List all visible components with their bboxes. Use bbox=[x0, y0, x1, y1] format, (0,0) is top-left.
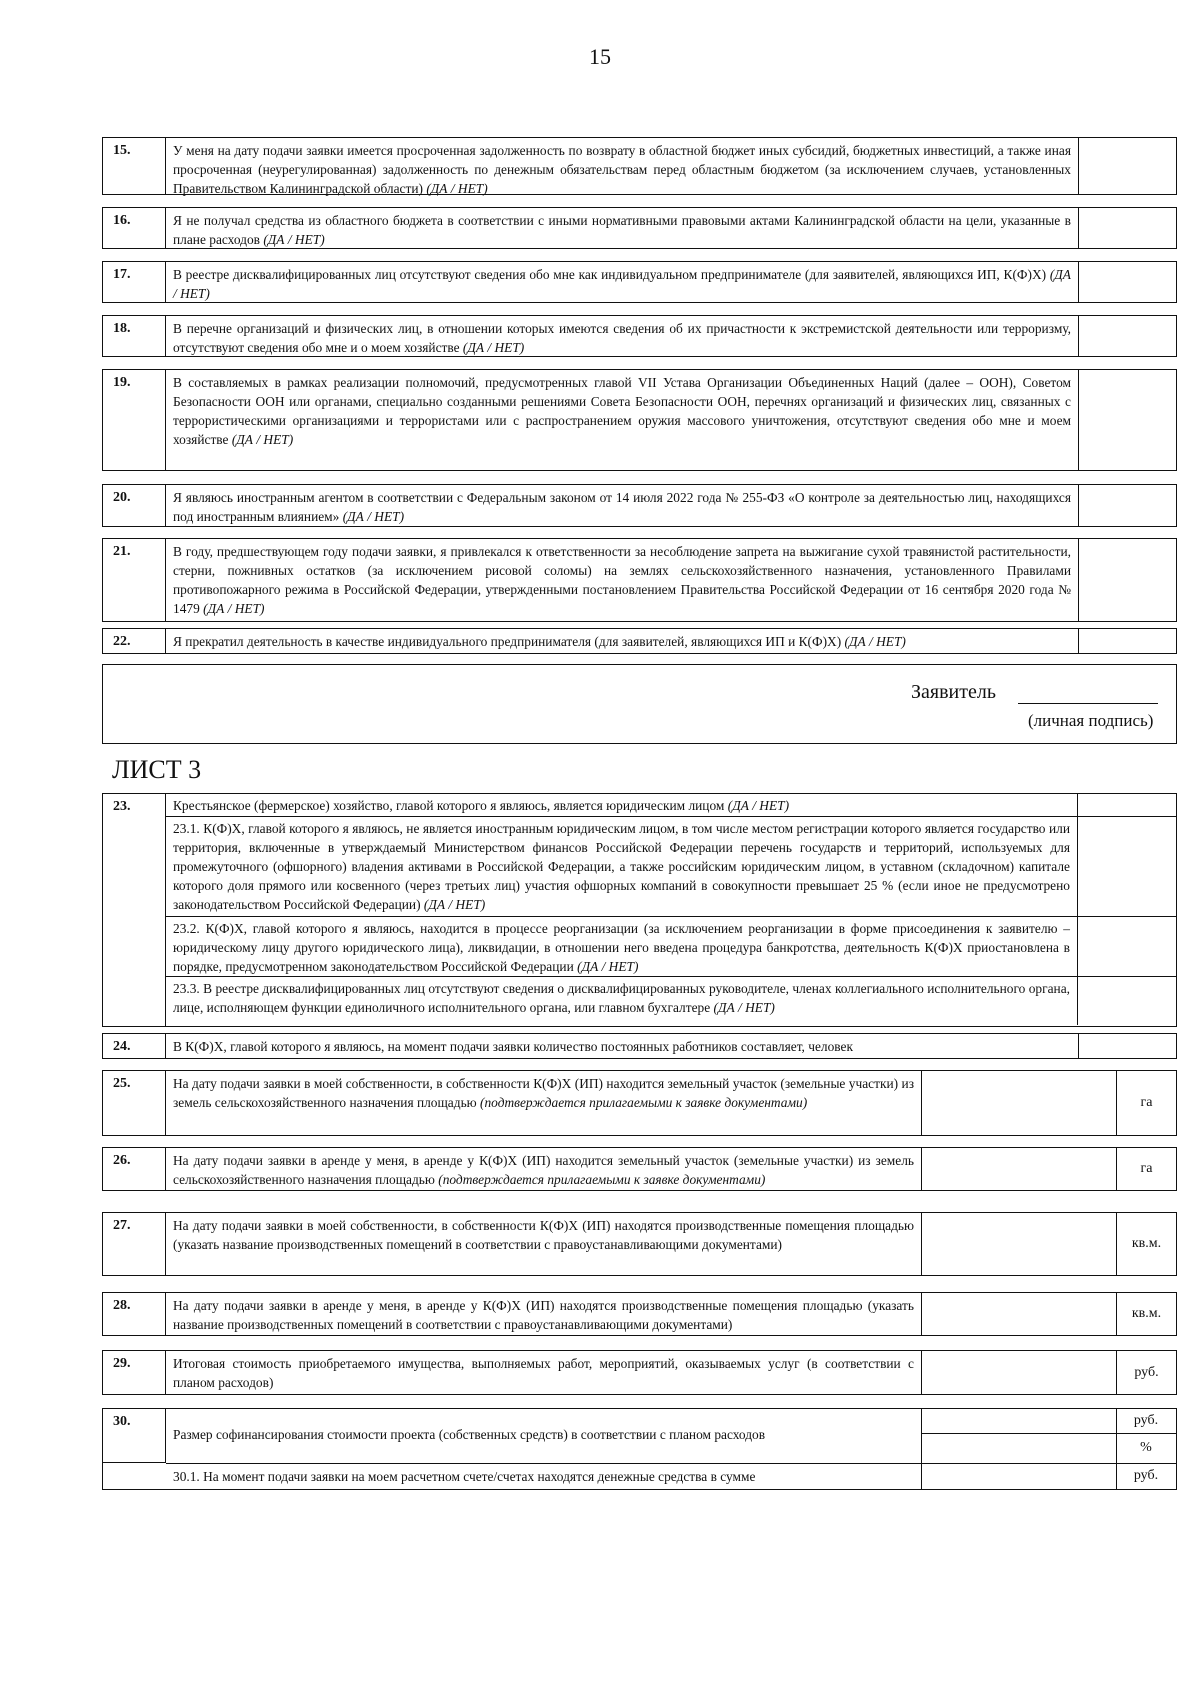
item-23-2-row bbox=[166, 917, 1176, 977]
item-number: 19. bbox=[103, 370, 166, 470]
unit-cell: руб. bbox=[1116, 1351, 1176, 1394]
value-cell[interactable] bbox=[921, 1409, 1117, 1489]
signature-label: Заявитель bbox=[911, 681, 996, 703]
item-number: 24. bbox=[103, 1034, 166, 1058]
value-cell[interactable] bbox=[921, 1351, 1116, 1394]
item-23-3-row bbox=[166, 977, 1176, 1025]
item-text: На дату подачи заявки в аренде у меня, в аренде у К(Ф)Х (ИП) находится земельный участок (земельные участки) из земель сельскохозяйственного назначения площадью (подтверждается прилагаемыми к заявке документами) bbox=[173, 1153, 914, 1187]
item-number: 15. bbox=[103, 138, 166, 194]
item-text: На дату подачи заявки в аренде у меня, в аренде у К(Ф)Х (ИП) находятся производственные помещения площадью (указать название производственных помещений в соответствии с правоустанавливающими документами) bbox=[173, 1298, 914, 1332]
item-26 bbox=[102, 1147, 1177, 1191]
signature-caption: (личная подпись) bbox=[1028, 711, 1154, 730]
value-cell[interactable] bbox=[921, 1213, 1116, 1275]
answer-cell[interactable] bbox=[1078, 316, 1176, 356]
item-text: 23.2. К(Ф)Х, главой которого я являюсь, находится в процессе реорганизации (за исключением реорганизации в форме присоединения к заявителю – юридическому лицу другого юридического лица), ликвидации, в отношении него введена процедура банкротства, деятельность К(Ф)Х приостановлена в порядке, предусмотренном законодательством Российской Федерации (ДА / НЕТ) bbox=[173, 921, 1070, 974]
answer-cell[interactable] bbox=[1078, 262, 1176, 302]
item-19 bbox=[102, 369, 1177, 471]
item-23-1-row bbox=[166, 817, 1176, 917]
item-number: 26. bbox=[103, 1148, 166, 1190]
item-25 bbox=[102, 1070, 1177, 1136]
item-number: 20. bbox=[103, 485, 166, 526]
sheet-title: ЛИСТ 3 bbox=[112, 755, 202, 784]
row-divider bbox=[166, 1463, 921, 1464]
item-text: В К(Ф)Х, главой которого я являюсь, на момент подачи заявки количество постоянных работников составляет, человек bbox=[173, 1039, 853, 1054]
item-number: 28. bbox=[103, 1293, 166, 1335]
item-text: В году, предшествующем году подачи заявки, я привлекался к ответственности за несоблюдение запрета на выжигание сухой травянистой растительности, стерни, пожнивных остатков (за исключением рисовой соломы) на землях сельскохозяйственного назначения, установленного Правилами противопожарного режима в Российской Федерации, утвержденными постановлением Правительства Российской Федерации от 16 сентября 2020 года № 1479 (ДА / НЕТ) bbox=[173, 544, 1071, 616]
answer-cell[interactable] bbox=[1078, 629, 1176, 653]
answer-cell[interactable] bbox=[1078, 138, 1176, 194]
item-number: 27. bbox=[103, 1213, 166, 1275]
signature-block bbox=[102, 664, 1177, 744]
item-text: У меня на дату подачи заявки имеется просроченная задолженность по возврату в областной бюджет иных субсидий, бюджетных инвестиций, а также иная просроченная (неурегулированная) задолженность по денежным обязательствам перед областным бюджетом (за исключением случаев, установленных Правительством Калининградской области) (ДА / НЕТ) bbox=[173, 143, 1071, 196]
item-24 bbox=[102, 1033, 1177, 1059]
row-divider bbox=[921, 1463, 1176, 1464]
signature-line[interactable] bbox=[1018, 703, 1158, 704]
unit-cell: % bbox=[1140, 1440, 1152, 1455]
answer-cell[interactable] bbox=[1078, 485, 1176, 526]
item-text: В составляемых в рамках реализации полномочий, предусмотренных главой VII Устава Организации Объединенных Наций (далее – ООН), Советом Безопасности ООН или органами, специально созданными решениями Совета Безопасности ООН, перечнях организаций и физических лиц, связанных с террористическими организациями и террористами или с распространением оружия массового уничтожения, отсутствуют сведения обо мне и моем хозяйстве (ДА / НЕТ) bbox=[173, 375, 1071, 447]
unit-cell: га bbox=[1116, 1071, 1176, 1135]
answer-cell[interactable] bbox=[1077, 977, 1176, 1025]
item-number: 30. bbox=[103, 1409, 166, 1463]
item-30 bbox=[102, 1408, 1177, 1490]
item-21 bbox=[102, 538, 1177, 622]
answer-cell[interactable] bbox=[1078, 1034, 1176, 1058]
value-cell[interactable] bbox=[921, 1293, 1116, 1335]
item-text: Я прекратил деятельность в качестве индивидуального предпринимателя (для заявителей, являющихся ИП и К(Ф)Х) (ДА / НЕТ) bbox=[173, 634, 906, 649]
value-cell[interactable] bbox=[921, 1148, 1116, 1190]
item-number: 29. bbox=[103, 1351, 166, 1394]
value-cell[interactable] bbox=[921, 1071, 1116, 1135]
item-28 bbox=[102, 1292, 1177, 1336]
item-number: 16. bbox=[103, 208, 166, 248]
answer-cell[interactable] bbox=[1078, 370, 1176, 470]
unit-cell: руб. bbox=[1133, 1413, 1159, 1428]
item-27 bbox=[102, 1212, 1177, 1276]
item-23 bbox=[102, 793, 1177, 1027]
unit-cell: кв.м. bbox=[1116, 1213, 1176, 1275]
item-text: 23.1. К(Ф)Х, главой которого я являюсь, не является иностранным юридическим лицом, в том числе местом регистрации которого является государство или территория, включенные в утверждаемый Министерством финансов Российской Федерации перечень государств и территорий, используемых для промежуточного (офшорного) владения активами в Российской Федерации, а также российским юридическим лицом, в уставном (складочном) капитале которого доля прямого или косвенного (через третьих лиц) участия офшорных компаний в совокупности превышает 25 % (если иное не предусмотрено законодательством Российской Федерации) (ДА / НЕТ) bbox=[173, 821, 1070, 912]
sub-item-text: 30.1. На момент подачи заявки на моем расчетном счете/счетах находятся денежные средства в сумме bbox=[173, 1469, 756, 1484]
unit-cell: руб. bbox=[1133, 1468, 1159, 1483]
item-text: В реестре дисквалифицированных лиц отсутствуют сведения обо мне как индивидуальном предпринимателе (для заявителей, являющихся ИП, К(Ф)Х) (ДА / НЕТ) bbox=[173, 267, 1071, 301]
item-15 bbox=[102, 137, 1177, 195]
item-number: 17. bbox=[103, 262, 166, 302]
item-20 bbox=[102, 484, 1177, 527]
answer-cell[interactable] bbox=[1077, 794, 1176, 816]
item-number: 25. bbox=[103, 1071, 166, 1135]
item-text: На дату подачи заявки в моей собственности, в собственности К(Ф)Х (ИП) находится земельный участок (земельные участки) из земель сельскохозяйственного назначения площадью (подтверждается прилагаемыми к заявке документами) bbox=[173, 1076, 914, 1110]
item-text: В перечне организаций и физических лиц, в отношении которых имеются сведения об их причастности к экстремистской деятельности или терроризму, отсутствуют сведения обо мне и о моем хозяйстве (ДА / НЕТ) bbox=[173, 321, 1071, 355]
unit-cell: га bbox=[1116, 1148, 1176, 1190]
item-17 bbox=[102, 261, 1177, 303]
item-text: 23.3. В реестре дисквалифицированных лиц отсутствуют сведения о дисквалифицированных руководителе, членах коллегиального исполнительного органа, лице, исполняющем функции единоличного исполнительного органа, или главном бухгалтере (ДА / НЕТ) bbox=[173, 981, 1070, 1015]
item-29 bbox=[102, 1350, 1177, 1395]
item-text: Итоговая стоимость приобретаемого имущества, выполняемых работ, мероприятий, оказываемых услуг (в соответствии с планом расходов) bbox=[173, 1356, 914, 1390]
item-22 bbox=[102, 628, 1177, 654]
item-text: Я не получал средства из областного бюджета в соответствии с иными нормативными правовыми актами Калининградской области на цели, указанные в плане расходов (ДА / НЕТ) bbox=[173, 213, 1071, 247]
item-text: Я являюсь иностранным агентом в соответствии с Федеральным законом от 14 июля 2022 года № 255-ФЗ «О контроле за деятельностью лиц, находящихся под иностранным влиянием» (ДА / НЕТ) bbox=[173, 490, 1071, 524]
answer-cell[interactable] bbox=[1078, 208, 1176, 248]
item-number: 22. bbox=[103, 629, 166, 653]
item-text: Размер софинансирования стоимости проекта (собственных средств) в соответствии с планом расходов bbox=[173, 1427, 766, 1442]
item-16 bbox=[102, 207, 1177, 249]
answer-cell[interactable] bbox=[1077, 817, 1176, 916]
answer-cell[interactable] bbox=[1077, 917, 1176, 976]
item-text: На дату подачи заявки в моей собственности, в собственности К(Ф)Х (ИП) находятся производственные помещения площадью (указать название производственных помещений в соответствии с правоустанавливающими документами) bbox=[173, 1218, 914, 1252]
item-23-row bbox=[166, 794, 1176, 817]
item-number: 21. bbox=[103, 539, 166, 621]
item-text: Крестьянское (фермерское) хозяйство, главой которого я являюсь, является юридическим лицом (ДА / НЕТ) bbox=[173, 798, 790, 813]
unit-cell: кв.м. bbox=[1116, 1293, 1176, 1335]
item-number: 18. bbox=[103, 316, 166, 356]
answer-cell[interactable] bbox=[1078, 539, 1176, 621]
item-number: 23. bbox=[103, 794, 166, 1026]
page-number: 15 bbox=[589, 44, 611, 69]
row-divider bbox=[921, 1433, 1176, 1434]
item-18 bbox=[102, 315, 1177, 357]
